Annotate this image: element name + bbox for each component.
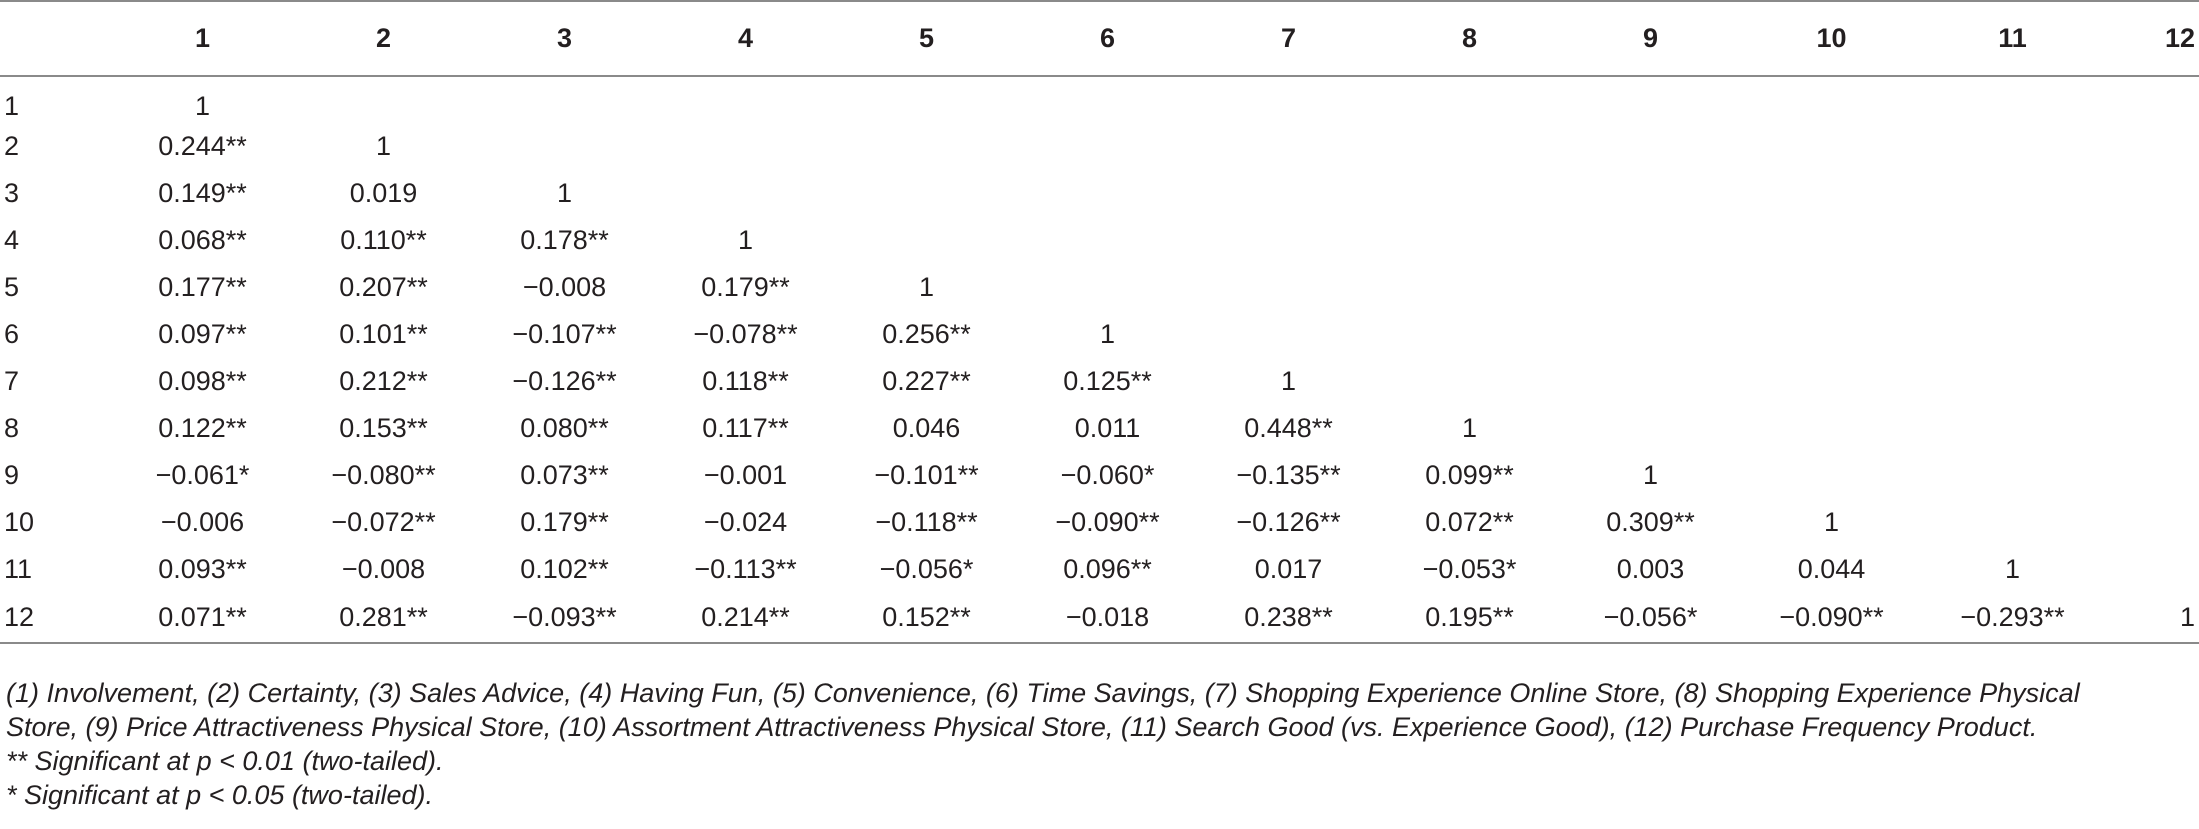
table-cell: −0.135**: [1236, 460, 1341, 490]
table-cell: 1: [1099, 319, 1116, 349]
table-cell: 0.096**: [1063, 554, 1152, 584]
table-cell: [1922, 76, 2103, 123]
table-cell: 0.214**: [655, 593, 836, 643]
table-cell: −0.113**: [694, 554, 797, 584]
table-cell: [1560, 217, 1741, 264]
table-footnotes: [6, 676, 2111, 812]
column-header-5: 5: [836, 1, 1017, 76]
table-cell: 0.019: [349, 178, 418, 208]
table-cell: 0.207**: [339, 272, 428, 302]
column-header-6: 6: [1017, 1, 1198, 76]
table-row: [0, 499, 2199, 546]
table-cell: [1741, 311, 1922, 358]
table-cell: [1560, 76, 1741, 123]
table-cell: [1922, 311, 2103, 358]
table-cell: 0.099**: [1425, 460, 1514, 490]
table-cell: [655, 123, 836, 170]
table-cell: 1: [1280, 366, 1297, 396]
table-cell: [655, 170, 836, 217]
table-cell: [1922, 358, 2103, 405]
table-cell: −0.090**: [1741, 593, 1922, 643]
table-cell: 0.098**: [158, 366, 247, 396]
table-cell: −0.024: [703, 507, 788, 537]
column-header-2: 2: [293, 1, 474, 76]
table-cell: [2103, 452, 2199, 499]
table-cell: [1560, 170, 1741, 217]
table-cell: [1198, 76, 1379, 123]
row-header: 6: [4, 319, 20, 349]
table-cell: 0.179**: [520, 507, 609, 537]
row-header: 3: [4, 178, 20, 208]
column-header-4: 4: [655, 1, 836, 76]
table-cell: [1017, 264, 1198, 311]
table-cell: [1560, 358, 1741, 405]
table-row: [0, 76, 2199, 123]
table-cell: [2103, 123, 2199, 170]
table-cell: [2103, 217, 2199, 264]
table-cell: 1: [1823, 507, 1840, 537]
table-cell: −0.056*: [1560, 593, 1741, 643]
table-cell: 0.281**: [293, 593, 474, 643]
table-row: [0, 358, 2199, 405]
table-cell: −0.008: [341, 554, 426, 584]
table-cell: [1922, 452, 2103, 499]
table-cell: 0.195**: [1379, 593, 1560, 643]
table-cell: 0.238**: [1198, 593, 1379, 643]
table-cell: [1560, 405, 1741, 452]
table-cell: −0.018: [1017, 593, 1198, 643]
table-row: [0, 405, 2199, 452]
table-cell: −0.001: [703, 460, 788, 490]
table-cell: [474, 123, 655, 170]
column-header-12: 12: [2103, 1, 2199, 76]
table-cell: [1017, 123, 1198, 170]
table-cell: −0.072**: [331, 507, 436, 537]
row-header: 12: [0, 593, 112, 643]
significance-note-005: * Significant at p < 0.05 (two-tailed).: [6, 780, 433, 810]
table-cell: 0.309**: [1606, 507, 1695, 537]
table-cell: [1017, 76, 1198, 123]
row-header: 2: [4, 131, 20, 161]
row-header: 8: [4, 413, 20, 443]
table-cell: −0.090**: [1055, 507, 1160, 537]
table-cell: 0.011: [1074, 413, 1141, 443]
table-cell: [1198, 311, 1379, 358]
table-cell: [1198, 217, 1379, 264]
table-cell: 0.072**: [1425, 507, 1514, 537]
table-cell: [1017, 170, 1198, 217]
variable-legend: (1) Involvement, (2) Certainty, (3) Sales Advice, (4) Having Fun, (5) Convenience, (6) Time Savings, (7) Shopping Experience Online Store, (8) Shopping Experience Physical Store, (9) Price Attractiveness Physical Store, (10) Assortment Attractiveness Physical Store, (11) Search Good (vs. Experience Good), (12) Purchase Frequency Product.: [6, 678, 2080, 742]
table-cell: −0.093**: [474, 593, 655, 643]
table-cell: 0.153**: [339, 413, 428, 443]
table-cell: [1922, 123, 2103, 170]
table-cell: [1379, 217, 1560, 264]
table-cell: −0.101**: [874, 460, 979, 490]
table-row: [0, 170, 2199, 217]
row-header: 10: [4, 507, 35, 537]
table-cell: 0.149**: [158, 178, 247, 208]
table-cell: [1017, 217, 1198, 264]
row-header: 1: [4, 90, 20, 121]
table-row: [0, 546, 2199, 593]
table-cell: [474, 76, 655, 123]
table-cell: [836, 123, 1017, 170]
table-row: [0, 123, 2199, 170]
table-cell: [2103, 264, 2199, 311]
table-cell: 0.110**: [340, 225, 427, 255]
table-cell: [1741, 405, 1922, 452]
table-cell: [1741, 452, 1922, 499]
table-cell: 0.212**: [339, 366, 428, 396]
table-cell: [1741, 76, 1922, 123]
table-cell: 1: [737, 225, 754, 255]
table-cell: 1: [1461, 413, 1478, 443]
table-cell: [1560, 311, 1741, 358]
table-cell: [1922, 499, 2103, 546]
table-cell: [1560, 264, 1741, 311]
table-cell: [1741, 170, 1922, 217]
table-cell: 0.177**: [158, 272, 247, 302]
table-cell: [1922, 405, 2103, 452]
table-cell: [1198, 264, 1379, 311]
row-header: 7: [4, 366, 20, 396]
table-cell: 0.152**: [836, 593, 1017, 643]
table-cell: 0.017: [1254, 554, 1323, 584]
table-cell: [1379, 170, 1560, 217]
table-cell: −0.078**: [693, 319, 798, 349]
table-cell: [1741, 358, 1922, 405]
table-row: [0, 593, 2199, 643]
table-cell: 1: [194, 90, 211, 121]
table-cell: [1379, 311, 1560, 358]
column-header-3: 3: [474, 1, 655, 76]
table-cell: 0.073**: [520, 460, 609, 490]
table-cell: [1741, 217, 1922, 264]
table-cell: [1379, 76, 1560, 123]
table-cell: 0.256**: [882, 319, 971, 349]
table-cell: −0.060*: [1060, 460, 1155, 490]
table-cell: [2103, 76, 2199, 123]
table-cell: [1379, 123, 1560, 170]
table-cell: −0.053*: [1422, 554, 1517, 584]
table-row: [0, 311, 2199, 358]
table-cell: 0.102**: [520, 554, 609, 584]
table-cell: 1: [1642, 460, 1659, 490]
table-cell: −0.126**: [512, 366, 617, 396]
table-cell: −0.056*: [879, 554, 974, 584]
table-cell: 0.448**: [1244, 413, 1333, 443]
table-cell: −0.293**: [1922, 593, 2103, 643]
table-row: [0, 452, 2199, 499]
table-cell: 0.046: [892, 413, 961, 443]
table-cell: [2103, 358, 2199, 405]
table-cell: −0.080**: [331, 460, 436, 490]
table-cell: −0.126**: [1236, 507, 1341, 537]
row-header: 4: [4, 225, 20, 255]
table-cell: [655, 76, 836, 123]
table-cell: [2103, 499, 2199, 546]
table-cell: [1198, 123, 1379, 170]
table-cell: [836, 170, 1017, 217]
table-cell: 0.093**: [158, 554, 247, 584]
table-cell: 0.101**: [339, 319, 428, 349]
table-cell: 1: [2004, 554, 2021, 584]
table-cell: [1922, 170, 2103, 217]
table-cell: [1922, 264, 2103, 311]
table-cell: 0.117**: [702, 413, 789, 443]
table-cell: 0.179**: [701, 272, 790, 302]
table-cell: 0.227**: [882, 366, 971, 396]
table-cell: 0.244**: [158, 131, 247, 161]
table-cell: 0.003: [1616, 554, 1685, 584]
table-cell: −0.061*: [155, 460, 250, 490]
table-cell: [2103, 546, 2199, 593]
table-row: [0, 217, 2199, 264]
header-corner-cell: [0, 1, 112, 76]
table-cell: [1560, 123, 1741, 170]
table-cell: 1: [556, 178, 573, 208]
table-cell: [293, 76, 474, 123]
table-cell: [1922, 217, 2103, 264]
table-cell: [2103, 311, 2199, 358]
table-cell: 0.122**: [158, 413, 247, 443]
table-row: [0, 264, 2199, 311]
column-header-8: 8: [1379, 1, 1560, 76]
table-cell: 0.080**: [520, 413, 609, 443]
table-cell: 0.118**: [702, 366, 789, 396]
table-cell: 1: [2103, 593, 2199, 643]
column-header-9: 9: [1560, 1, 1741, 76]
table-cell: [2103, 170, 2199, 217]
table-cell: −0.006: [160, 507, 245, 537]
table-cell: 0.068**: [158, 225, 247, 255]
table-cell: 1: [918, 272, 935, 302]
table-cell: −0.107**: [512, 319, 617, 349]
table-cell: 0.097**: [158, 319, 247, 349]
table-cell: [1379, 264, 1560, 311]
header-row: [0, 1, 2199, 76]
row-header: 9: [4, 460, 20, 490]
table-cell: [836, 76, 1017, 123]
table-cell: −0.118**: [875, 507, 978, 537]
row-header: 5: [4, 272, 20, 302]
table-cell: [836, 217, 1017, 264]
column-header-10: 10: [1741, 1, 1922, 76]
table-cell: 0.071**: [112, 593, 293, 643]
significance-note-001: ** Significant at p < 0.01 (two-tailed).: [6, 746, 444, 776]
table-cell: 0.044: [1797, 554, 1866, 584]
column-header-11: 11: [1922, 1, 2103, 76]
table-cell: [1741, 264, 1922, 311]
table-body: [0, 76, 2199, 643]
column-header-7: 7: [1198, 1, 1379, 76]
table-cell: −0.008: [522, 272, 607, 302]
row-header: 11: [4, 554, 33, 584]
table-cell: 0.178**: [520, 225, 609, 255]
table-cell: [1379, 358, 1560, 405]
column-header-1: 1: [112, 1, 293, 76]
table-cell: [1198, 170, 1379, 217]
table-cell: [1741, 123, 1922, 170]
table-cell: 1: [375, 131, 392, 161]
table-cell: [2103, 405, 2199, 452]
table-cell: 0.125**: [1063, 366, 1152, 396]
